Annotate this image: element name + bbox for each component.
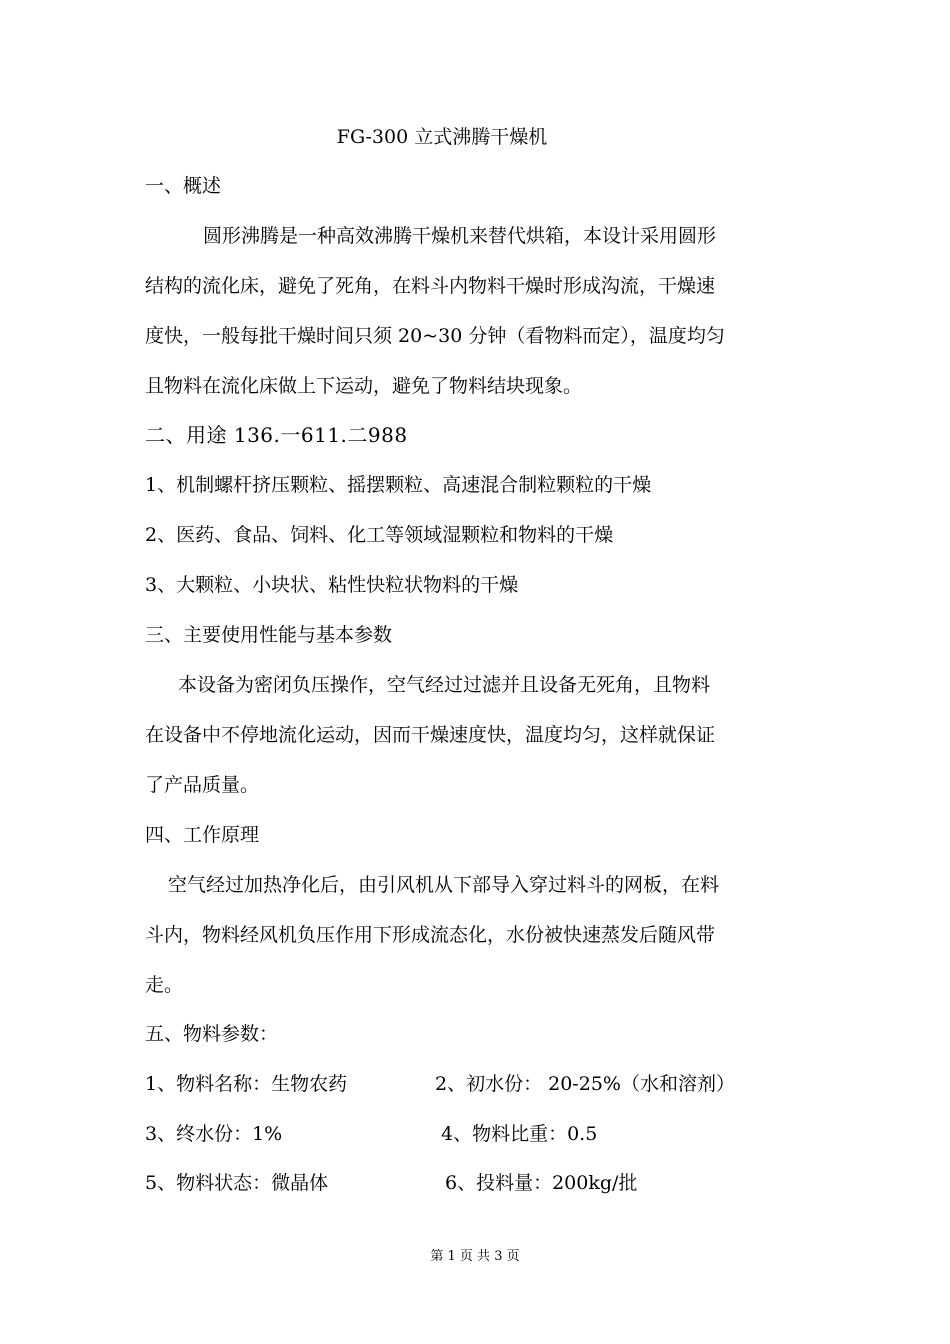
list-item: 2、医药、食品、饲料、化工等领域湿颗粒和物料的干燥 [145,524,614,546]
param-final-moisture: 3、终水份：1% [145,1123,283,1145]
paragraph-line: 圆形沸腾是一种高效沸腾干燥机来替代烘箱，本设计采用圆形 [203,225,717,247]
section-heading-overview: 一、概述 [145,175,222,197]
paragraph-line: 且物料在流化床做上下运动，避免了物料结块现象。 [145,375,583,397]
paragraph-line: 空气经过加热净化后，由引风机从下部导入穿过料斗的网板，在料 [168,874,720,896]
param-feed-amount: 6、投料量：200kg/批 [445,1172,638,1194]
list-item: 1、机制螺杆挤压颗粒、摇摆颗粒、高速混合制粒颗粒的干燥 [145,474,652,496]
list-item: 3、大颗粒、小块状、粘性快粒状物料的干燥 [145,574,519,596]
param-specific-gravity: 4、物料比重：0.5 [441,1123,598,1145]
section-heading-material-params: 五、物料参数： [145,1023,279,1045]
param-initial-moisture: 2、初水份： 20-25%（水和溶剂） [435,1073,735,1095]
paragraph-line: 在设备中不停地流化运动，因而干燥速度快，温度均匀，这样就保证 [145,724,716,746]
document-title: FG-300 立式沸腾干燥机 [336,126,548,148]
section-heading-performance: 三、主要使用性能与基本参数 [145,624,393,646]
page-footer: 第 1 页 共 3 页 [430,1249,520,1264]
paragraph-line: 结构的流化床，避免了死角，在料斗内物料干燥时形成沟流，干燥速 [145,275,716,297]
section-heading-principle: 四、工作原理 [145,824,260,846]
paragraph-line: 度快，一般每批干燥时间只须 20~30 分钟（看物料而定），温度均匀 [145,325,725,347]
paragraph-line: 本设备为密闭负压操作，空气经过过滤并且设备无死角，且物料 [178,674,711,696]
section-heading-uses: 二、用途 136.一611.二988 [145,423,408,447]
paragraph-line: 了产品质量。 [145,774,260,796]
param-material-state: 5、物料状态：微晶体 [145,1172,329,1194]
paragraph-line: 走。 [145,974,184,996]
param-material-name: 1、物料名称：生物农药 [145,1073,348,1095]
paragraph-line: 斗内，物料经风机负压作用下形成流态化，水份被快速蒸发后随风带 [145,924,716,946]
